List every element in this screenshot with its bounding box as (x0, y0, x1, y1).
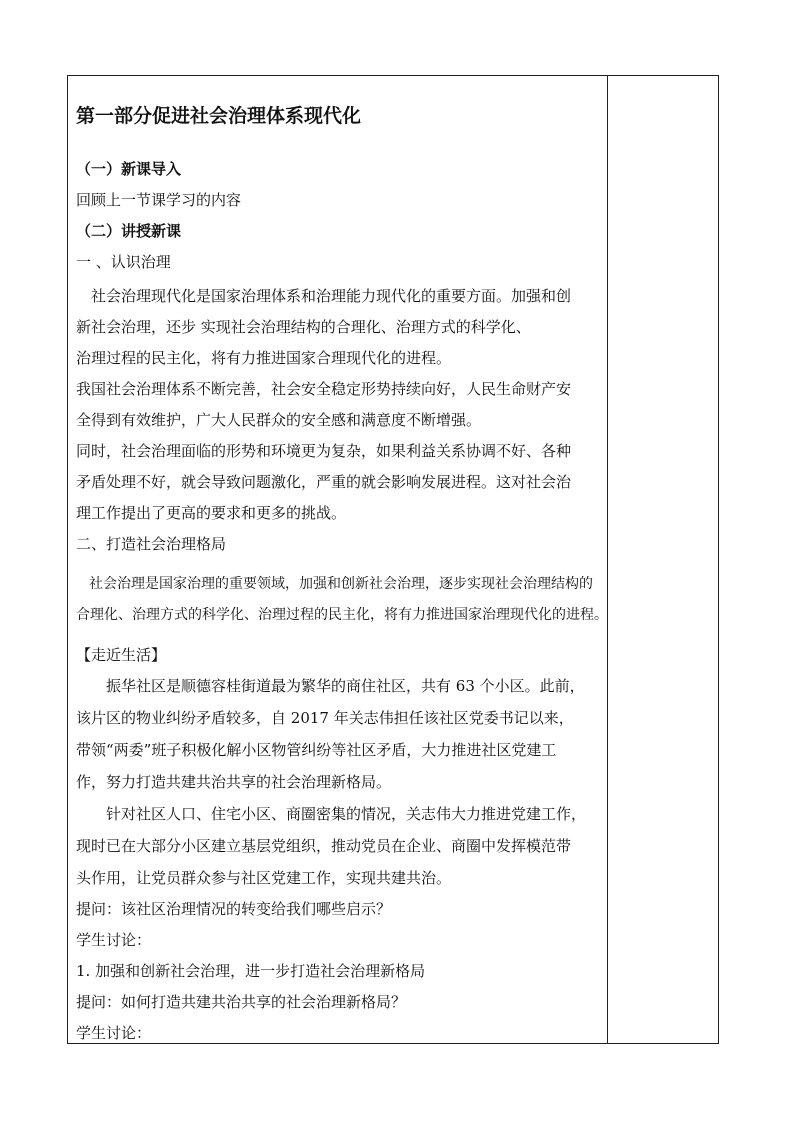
subheading-governance-pattern: 二、打造社会治理格局 (76, 535, 227, 553)
text-line: 头作用，让党员群众参与社区党建工作，实现共建共治。 (76, 869, 452, 887)
text-line: 矛盾处理不好，就会导致问题激化，严重的就会影响发展进程。这对社会治 (76, 473, 572, 491)
column-divider (607, 75, 608, 1044)
text-line: 合理化、治理方式的科学化、治理过程的民主化，将有力推进国家治理现代化的进程。 (76, 607, 608, 623)
subheading-understand-governance: 一 、认识治理 (76, 253, 171, 271)
text-line: 振华社区是顺德容桂街道最为繁华的商住社区，共有 63 个小区。此前， (106, 677, 585, 695)
discussion-line: 学生讨论： (76, 1024, 152, 1042)
text-line: 社会治理现代化是国家治理体系和治理能力现代化的重要方面。加强和创 (91, 287, 572, 305)
text-line: 我国社会治理体系不断完善，社会安全稳定形势持续向好，人民生命财产安 (76, 380, 572, 398)
text-line: 针对社区人口、住宅小区、商圈密集的情况，关志伟大力推进党建工作， (106, 805, 587, 823)
heading-into-life: 【走近生活】 (76, 646, 167, 664)
heading-intro: （一）新课导入 (76, 160, 182, 178)
text-line: 该片区的物业纠纷矛盾较多，自 2017 年关志伟担任该社区党委书记以来， (76, 709, 574, 727)
question-line: 提问：该社区治理情况的转变给我们哪些启示？ (76, 900, 392, 918)
text-line: 治理过程的民主化，将有力推进国家合理现代化的进程。 (76, 349, 452, 367)
discussion-line: 学生讨论： (76, 931, 152, 949)
question-line: 提问：如何打造共建共治共享的社会治理新格局？ (76, 993, 407, 1011)
text-line: 现时已在大部分小区建立基层党组织，推动党员在企业、商圈中发挥模范带 (76, 837, 572, 855)
text-line: 社会治理是国家治理的重要领域，加强和创新社会治理，逐步实现社会治理结构的 (89, 576, 593, 592)
text-line: 新社会治理，还步 实现社会治理结构的合理化、治理方式的科学化、 (76, 318, 531, 336)
text-line: 作，努力打造共建共治共享的社会治理新格局。 (76, 773, 392, 791)
text-line: 同时，社会治理面临的形势和环境更为复杂，如果利益关系协调不好、各种 (76, 442, 572, 460)
point-line: 1. 加强和创新社会治理，进一步打造社会治理新格局 (76, 962, 426, 980)
text-line: 全得到有效维护，广大人民群众的安全感和满意度不断增强。 (76, 411, 482, 429)
text-line: 带领“两委”班子积极化解小区物管纠纷等社区矛盾，大力推进社区党建工 (76, 741, 557, 759)
heading-new-lesson: （二）讲授新课 (76, 222, 182, 240)
text-line: 回顾上一节课学习的内容 (76, 191, 242, 209)
text-line: 理工作提出了更高的要求和更多的挑战。 (76, 504, 347, 522)
section-title: 第一部分促进社会治理体系现代化 (76, 105, 362, 127)
